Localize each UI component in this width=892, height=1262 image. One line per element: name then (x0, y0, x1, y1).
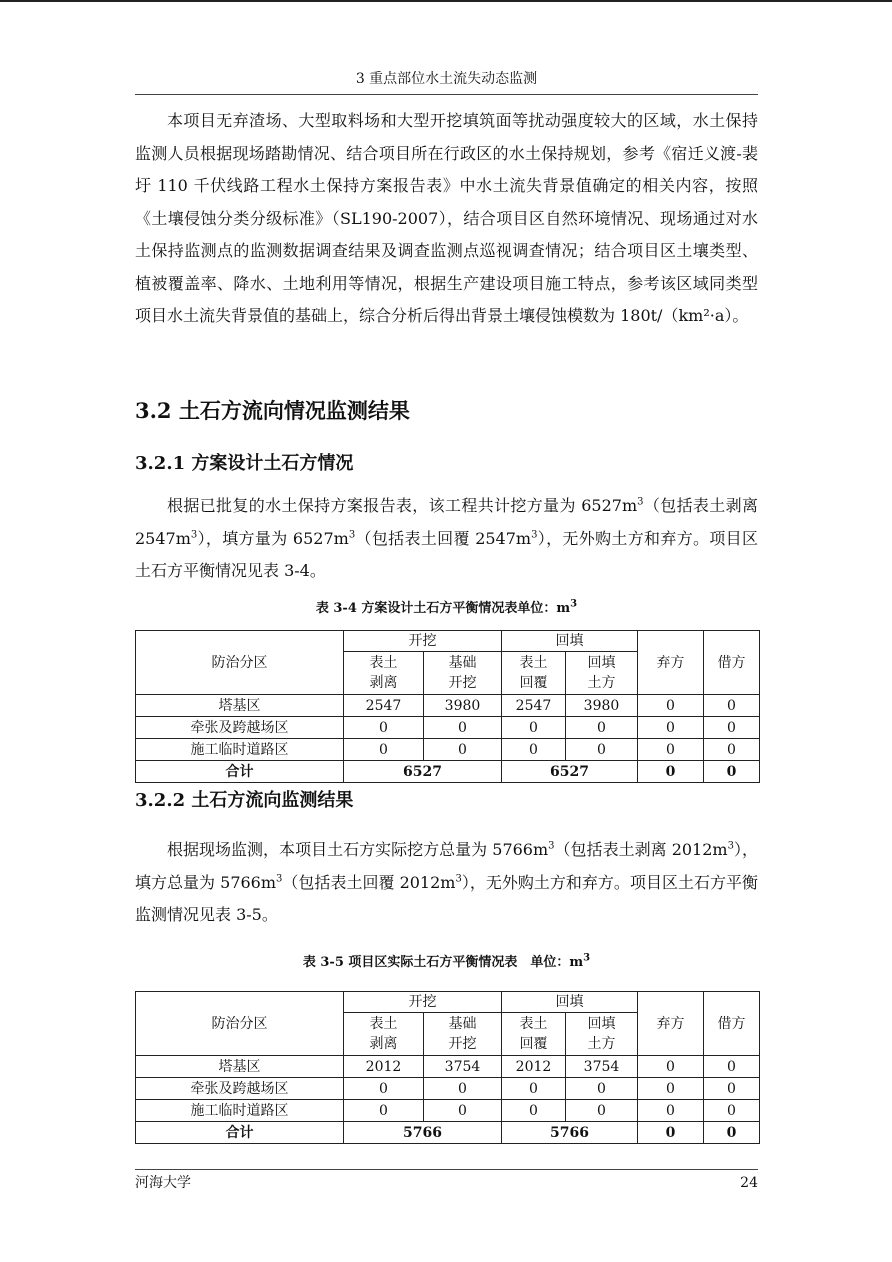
header-spoil: 弃方 (638, 992, 704, 1056)
background-erosion-paragraph (135, 105, 758, 333)
table-3-4-caption: 表 3-4 方案设计土石方平衡情况表单位：$m^3$ (315, 598, 578, 616)
header-borrow: 借方 (704, 992, 760, 1056)
paragraph-text: 根据现场监测，本项目土石方实际挖方总量为 $5766m^3$（包括表土剥离 $2012m^3$），填方总量为 $5766m^3$（包括表土回覆 $2012m^3$），无外购土方和弃方。项目区土石方平衡监测情况见表 3-5。 (135, 840, 758, 924)
header-foundation-excavation: 基础 开挖 (424, 652, 502, 695)
header-borrow: 借方 (704, 631, 760, 695)
design-earthwork-paragraph (135, 490, 758, 588)
table-row: 施工临时道路区 0 0 0 0 0 0 (136, 739, 760, 761)
footer-institution: 河海大学 (135, 1175, 191, 1191)
section-heading-3-2: 3.2 土石方流向情况监测结果 (135, 398, 410, 423)
section-heading-3-2-1: 3.2.1 方案设计土石方情况 (135, 453, 354, 474)
table-row: 塔基区 2012 3754 2012 3754 0 0 (136, 1056, 760, 1078)
paragraph-text: 根据已批复的水土保持方案报告表，该工程共计挖方量为 $6527m^3$（包括表土剥离 $2547m^3$），填方量为 $6527m^3$（包括表土回覆 $2547m^3$），无外购土方和弃方。项目区土石方平衡情况见表 3-4。 (135, 496, 758, 580)
paragraph-text: 本项目无弃渣场、大型取料场和大型开挖填筑面等扰动强度较大的区域，水土保持监测人员根据现场踏勘情况、结合项目所在行政区的水土保持规划，参考《宿迁义渡-裴圩 110 千伏线路工程水土保持方案报告表》中水土流失背景值确定的相关内容，按照《土壤侵蚀分类分级标准》（SL190-2007），结合项目区自然环境情况、现场通过对水土保持监测点的监测数据调查结果及调查监测点巡视调查情况；结合项目区土壤类型、植被覆盖率、降水、土地利用等情况，根据生产建设项目施工特点，参考该区域同类型项目水土流失背景值的基础上，综合分析后得出背景土壤侵蚀模数为 180t/（km²·a）。 (135, 111, 758, 325)
section-heading-3-2-2: 3.2.2 土石方流向监测结果 (135, 790, 354, 811)
footer-rule (135, 1169, 758, 1170)
table-total-row: 合计 6527 6527 0 0 (136, 761, 760, 783)
header-zone: 防治分区 (136, 992, 344, 1056)
table-3-5-caption: 表 3-5 项目区实际土石方平衡情况表 单位：$m^3$ (302, 952, 591, 970)
header-zone: 防治分区 (136, 631, 344, 695)
header-rule (135, 94, 758, 95)
header-fill: 回填 (502, 631, 638, 652)
page-number: 24 (740, 1175, 758, 1191)
header-excavation: 开挖 (344, 992, 502, 1013)
table-3-4 (135, 630, 760, 783)
header-backfill-soil: 回填 土方 (566, 1013, 638, 1056)
table-total-row: 合计 5766 5766 0 0 (136, 1122, 760, 1144)
header-spoil: 弃方 (638, 631, 704, 695)
table-row: 施工临时道路区 0 0 0 0 0 0 (136, 1100, 760, 1122)
running-header: 3 重点部位水土流失动态监测 (355, 71, 538, 87)
header-fill: 回填 (502, 992, 638, 1013)
table-row: 塔基区 2547 3980 2547 3980 0 0 (136, 695, 760, 717)
header-topsoil-cover: 表土 回覆 (502, 652, 566, 695)
page-top-border (0, 0, 892, 2)
monitoring-earthwork-paragraph (135, 834, 758, 932)
table-row: 牵张及跨越场区 0 0 0 0 0 0 (136, 1078, 760, 1100)
header-topsoil-cover: 表土 回覆 (502, 1013, 566, 1056)
header-foundation-excavation: 基础 开挖 (424, 1013, 502, 1056)
table-3-5 (135, 991, 760, 1144)
header-topsoil-strip: 表土 剥离 (344, 1013, 424, 1056)
header-excavation: 开挖 (344, 631, 502, 652)
header-topsoil-strip: 表土 剥离 (344, 652, 424, 695)
table-row: 牵张及跨越场区 0 0 0 0 0 0 (136, 717, 760, 739)
header-backfill-soil: 回填 土方 (566, 652, 638, 695)
